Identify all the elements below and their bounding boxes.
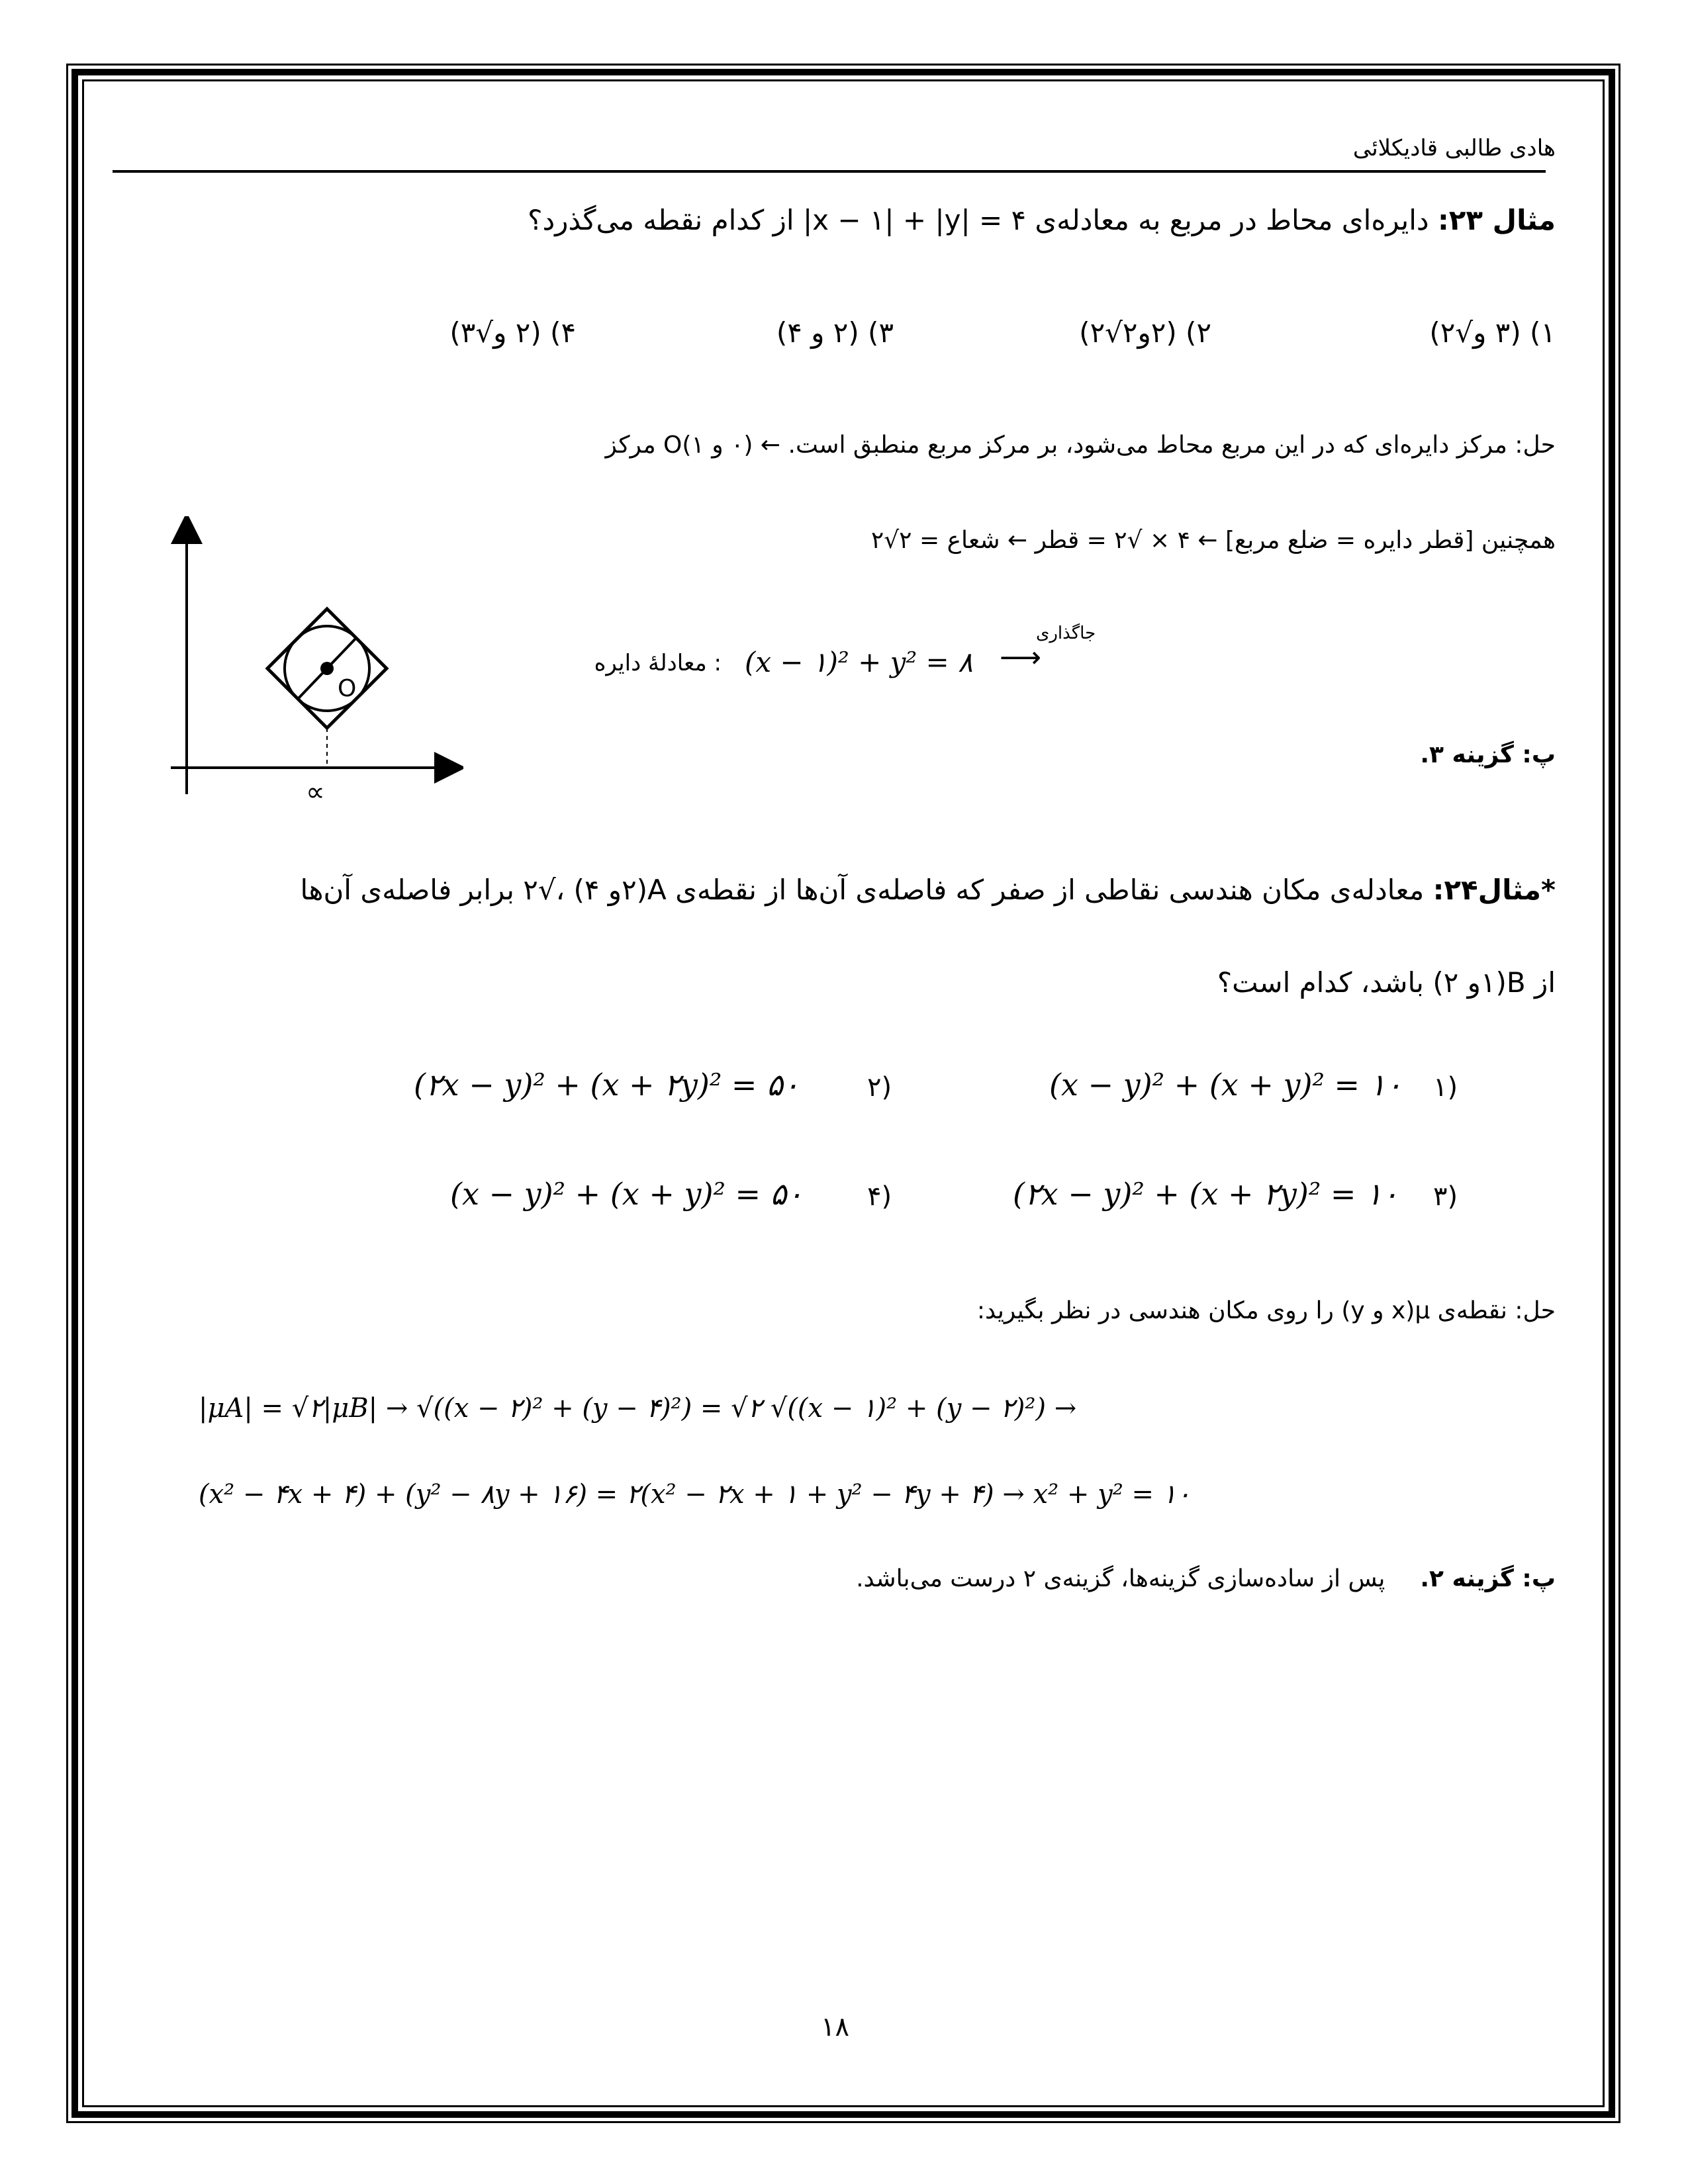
example23-option-2: ۲) (۲و۲√۲) [1079, 316, 1211, 349]
header-author: هادی طالبی قادیکلائی [1352, 135, 1556, 161]
example23-option-1: ۱) (۳ و√۲) [1429, 316, 1556, 349]
example24-label: *مثال۲۴: [1432, 874, 1556, 906]
example23-solution-line2: همچنین [قطر دایره = ضلع مربع] ← ۴ × √۲ = قطر ← شعاع = ۲√۲ [870, 527, 1556, 554]
example24-answer-text: پس از ساده‌سازی گزینه‌ها، گزینه‌ی ۲ درست می‌باشد. [856, 1565, 1385, 1592]
example23-figure [159, 516, 463, 807]
example23-arrow-label: جاگذاری [1036, 623, 1096, 643]
example23-question-text: دایره‌ای محاط در مربع به معادله‌ی ۴ = |x − ۱| + |y| از کدام نقطه می‌گذرد؟ [528, 204, 1429, 236]
example24-question-text: معادله‌ی مکان هندسی نقاطی از صفر که فاصله‌ی آن‌ها از نقطه‌ی A(۲و ۴) ،√۲ برابر فاصله‌ی آن‌ها [300, 874, 1425, 906]
example23-circle-equation-label: : معادلهٔ دایره [594, 650, 722, 676]
example24-solution-eq1: |μA| = √۲|μB| → √((x − ۲)² + (y − ۴)²) = √۲ √((x − ۱)² + (y − ۲)²) → [199, 1393, 1077, 1424]
example23-label: مثال ۲۳: [1437, 204, 1556, 236]
example24-option-2: (۲x − y)² + (x + ۲y)² = ۵۰ [414, 1067, 800, 1103]
example24-answer [856, 1565, 1556, 1592]
example24-option-4: (x − y)² + (x + y)² = ۵۰ [450, 1176, 804, 1212]
example24-question-line2: از B(۱و ۲) باشد، کدام است؟ [1217, 966, 1556, 999]
example23-option-4: ۴) (۲ و√۳) [449, 316, 576, 349]
example24-option-4-number: ۴) [867, 1181, 892, 1212]
example24-answer-label: پ: گزینه ۲. [1420, 1565, 1556, 1592]
example24-option-3: (۲x − y)² + (x + ۲y)² = ۱۰ [1013, 1176, 1399, 1212]
header-rule [113, 170, 1546, 173]
example23-solution-line1: حل: مرکز دایره‌ای که در این مربع محاط می‌شود، بر مرکز مربع منطبق است. ← (۰ و ۱)O مرکز [605, 432, 1556, 459]
example23-question [528, 204, 1556, 236]
center-label: O [338, 675, 357, 702]
example24-option-1: (x − y)² + (x + y)² = ۱۰ [1049, 1067, 1403, 1103]
example24-option-1-number: ۱) [1433, 1072, 1458, 1103]
arrow-right-icon: ⟶ [1000, 641, 1042, 674]
example24-option-2-number: ۲) [867, 1072, 892, 1103]
axis-point-label: ∝ [306, 777, 325, 807]
example24-option-3-number: ۳) [1433, 1181, 1458, 1212]
example24-question-line1 [301, 874, 1556, 906]
example23-answer: پ: گزینه ۳. [1420, 741, 1556, 768]
example24-solution-intro: حل: نقطه‌ی μ(x و y) را روی مکان هندسی در نظر بگیرید: [976, 1297, 1556, 1324]
example23-circle-equation: (x − ۱)² + y² = ۸ [745, 646, 973, 678]
example23-option-3: ۳) (۲ و ۴) [776, 316, 894, 349]
page-number: ۱۸ [821, 2012, 849, 2042]
center-point [320, 662, 334, 675]
example24-solution-eq2: (x² − ۴x + ۴) + (y² − ۸y + ۱۶) = ۲(x² − ۲x + ۱ + y² − ۴y + ۴) → x² + y² = ۱۰ [199, 1479, 1191, 1510]
